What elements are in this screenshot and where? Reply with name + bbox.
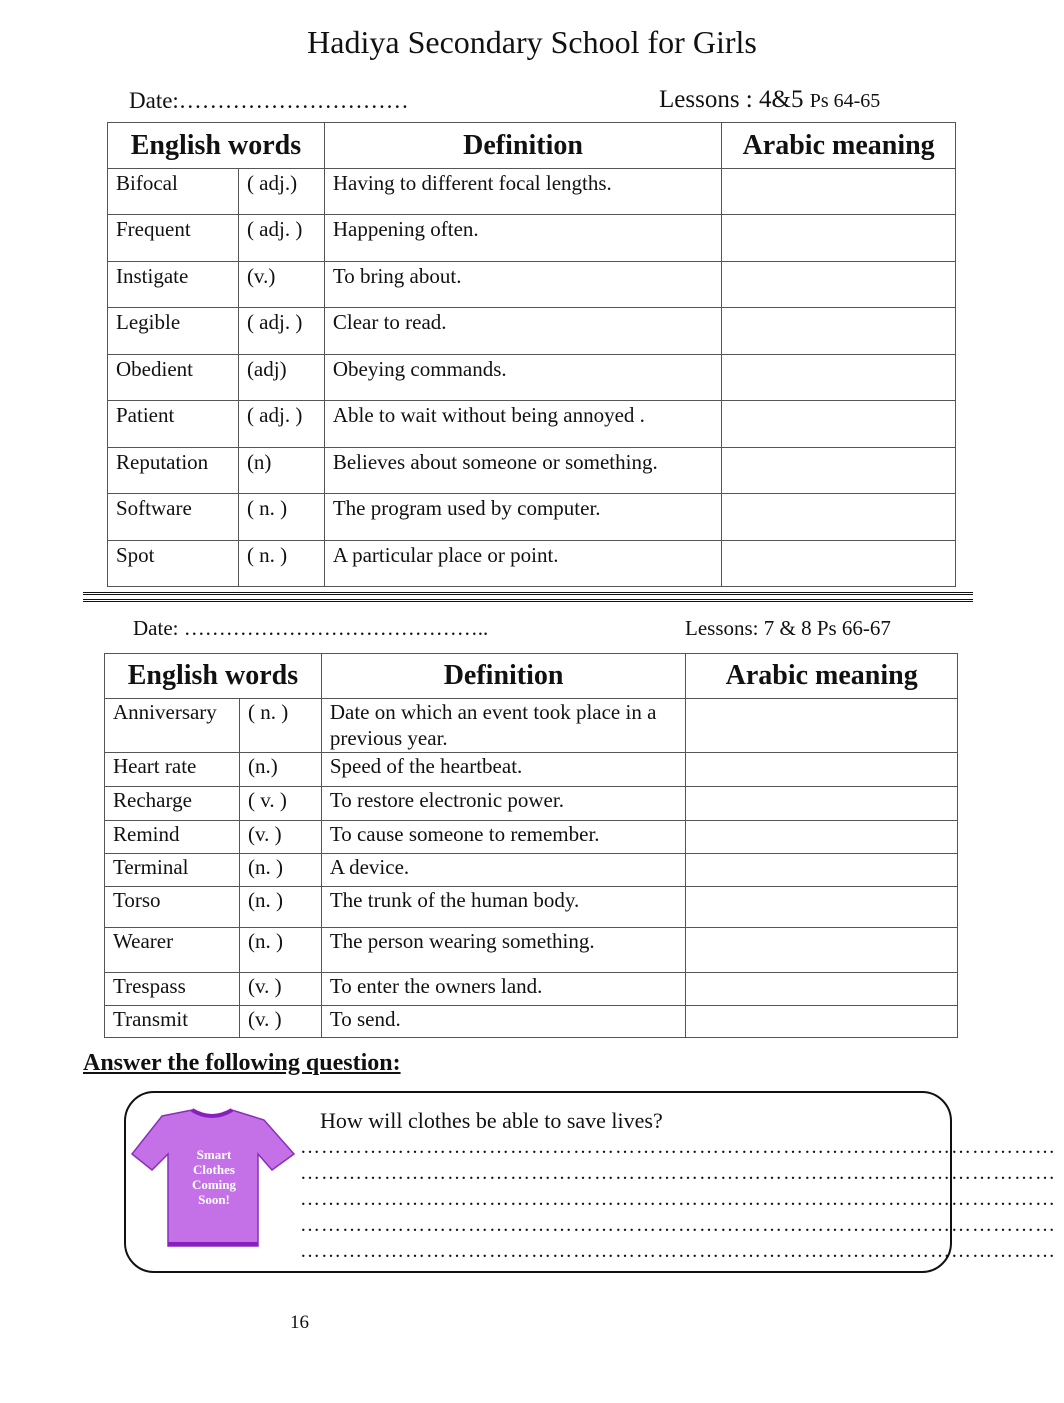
arabic-meaning-cell[interactable] [722,448,956,494]
word-cell: Recharge [105,787,240,821]
word-cell: Anniversary [105,699,240,753]
arabic-meaning-cell[interactable] [686,787,958,821]
definition-cell: To cause someone to remember. [321,821,685,854]
definition-cell: To bring about. [324,262,721,308]
arabic-meaning-cell[interactable] [686,699,958,753]
arabic-meaning-cell[interactable] [722,401,956,448]
word-cell: Remind [105,821,240,854]
definition-cell: Believes about someone or something. [324,448,721,494]
table-row [108,262,956,308]
part-of-speech-cell: (n. ) [239,854,321,887]
word-cell: Reputation [108,448,239,494]
tshirt-image [130,1108,295,1250]
arabic-meaning-cell[interactable] [686,928,958,973]
header-english-words: English words [108,123,325,169]
svg-text:Clothes: Clothes [193,1162,235,1177]
table-row [105,787,958,821]
table-row [108,401,956,448]
pages-label: Ps 64-65 [809,90,881,112]
svg-text:Smart: Smart [196,1147,232,1162]
arabic-meaning-cell[interactable] [686,821,958,854]
word-cell: Spot [108,541,239,587]
part-of-speech-cell: ( n. ) [238,541,324,587]
word-cell: Legible [108,308,239,355]
word-cell: Terminal [105,854,240,887]
arabic-meaning-cell[interactable] [722,215,956,262]
arabic-meaning-cell[interactable] [722,355,956,401]
table-row [105,854,958,887]
word-cell: Instigate [108,262,239,308]
word-cell: Torso [105,887,240,928]
table-row [108,355,956,401]
arabic-meaning-cell[interactable] [722,169,956,215]
part-of-speech-cell: ( n. ) [239,699,321,753]
answer-line[interactable]: ……………………………………………………………………………………………… [300,1136,1056,1158]
part-of-speech-cell: ( adj. ) [238,308,324,355]
vocab-table-1 [107,122,956,587]
lessons-2: Lessons: 7 & 8 Ps 66-67 [685,616,891,640]
arabic-meaning-cell[interactable] [686,854,958,887]
definition-cell: Able to wait without being annoyed . [324,401,721,448]
definition-cell: A device. [321,854,685,887]
date-field-1: Date:………………………… [129,88,409,113]
table-row [108,541,956,587]
section-divider [83,592,973,602]
arabic-meaning-cell[interactable] [686,973,958,1006]
arabic-meaning-cell[interactable] [722,308,956,355]
page-title: Hadiya Secondary School for Girls [307,24,757,60]
arabic-meaning-cell[interactable] [686,887,958,928]
page-number: 16 [290,1312,309,1333]
table-row [108,215,956,262]
word-cell: Obedient [108,355,239,401]
definition-cell: Happening often. [324,215,721,262]
definition-cell: Date on which an event took place in a previous year. [321,699,685,753]
part-of-speech-cell: (n. ) [239,928,321,973]
definition-cell: To enter the owners land. [321,973,685,1006]
answer-line[interactable]: ……………………………………………………………………………………………… [300,1214,1056,1236]
definition-cell: A particular place or point. [324,541,721,587]
table-row [105,887,958,928]
table-row [105,928,958,973]
part-of-speech-cell: (v. ) [239,821,321,854]
word-cell: Trespass [105,973,240,1006]
word-cell: Bifocal [108,169,239,215]
word-cell: Frequent [108,215,239,262]
word-cell: Heart rate [105,753,240,787]
table-row [108,448,956,494]
word-cell: Software [108,494,239,541]
lessons-label: Lessons : 4&5 [659,86,804,113]
part-of-speech-cell: (n. ) [239,887,321,928]
part-of-speech-cell: (v.) [238,262,324,308]
part-of-speech-cell: (adj) [238,355,324,401]
answer-line[interactable]: ……………………………………………………………………………………………… [300,1162,1056,1184]
header-definition: Definition [321,654,685,699]
arabic-meaning-cell[interactable] [722,541,956,587]
arabic-meaning-cell[interactable] [722,262,956,308]
header-definition: Definition [324,123,721,169]
definition-cell: The trunk of the human body. [321,887,685,928]
svg-text:Coming: Coming [191,1177,237,1192]
answer-line[interactable]: ……………………………………………………………………………………………… [300,1240,1056,1262]
table-row [108,169,956,215]
part-of-speech-cell: ( adj. ) [238,401,324,448]
answer-line[interactable]: ……………………………………………………………………………………………… [300,1188,1056,1210]
arabic-meaning-cell[interactable] [686,753,958,787]
part-of-speech-cell: (v. ) [239,973,321,1006]
word-cell: Wearer [105,928,240,973]
part-of-speech-cell: (n) [238,448,324,494]
part-of-speech-cell: ( v. ) [239,787,321,821]
arabic-meaning-cell[interactable] [686,1006,958,1038]
vocab-table-2 [104,653,958,1038]
word-cell: Patient [108,401,239,448]
definition-cell: Having to different focal lengths. [324,169,721,215]
definition-cell: The person wearing something. [321,928,685,973]
table-row [108,494,956,541]
definition-cell: To restore electronic power. [321,787,685,821]
question-text: How will clothes be able to save lives? [320,1108,663,1133]
part-of-speech-cell: (n.) [239,753,321,787]
definition-cell: The program used by computer. [324,494,721,541]
part-of-speech-cell: ( adj. ) [238,215,324,262]
definition-cell: Clear to read. [324,308,721,355]
arabic-meaning-cell[interactable] [722,494,956,541]
definition-cell: Obeying commands. [324,355,721,401]
table-row [105,1006,958,1038]
table-row [108,308,956,355]
definition-cell: To send. [321,1006,685,1038]
table-row [105,753,958,787]
svg-text:Soon!: Soon! [198,1192,230,1207]
question-heading: Answer the following question: [83,1050,401,1076]
header-arabic-meaning: Arabic meaning [722,123,956,169]
word-cell: Transmit [105,1006,240,1038]
table-row [105,699,958,753]
part-of-speech-cell: ( n. ) [238,494,324,541]
definition-cell: Speed of the heartbeat. [321,753,685,787]
part-of-speech-cell: (v. ) [239,1006,321,1038]
lessons-1 [659,86,880,114]
date-field-2: Date: …………………………………….. [133,616,489,640]
part-of-speech-cell: ( adj.) [238,169,324,215]
table-row [105,821,958,854]
header-english-words: English words [105,654,322,699]
header-arabic-meaning: Arabic meaning [686,654,958,699]
table-row [105,973,958,1006]
